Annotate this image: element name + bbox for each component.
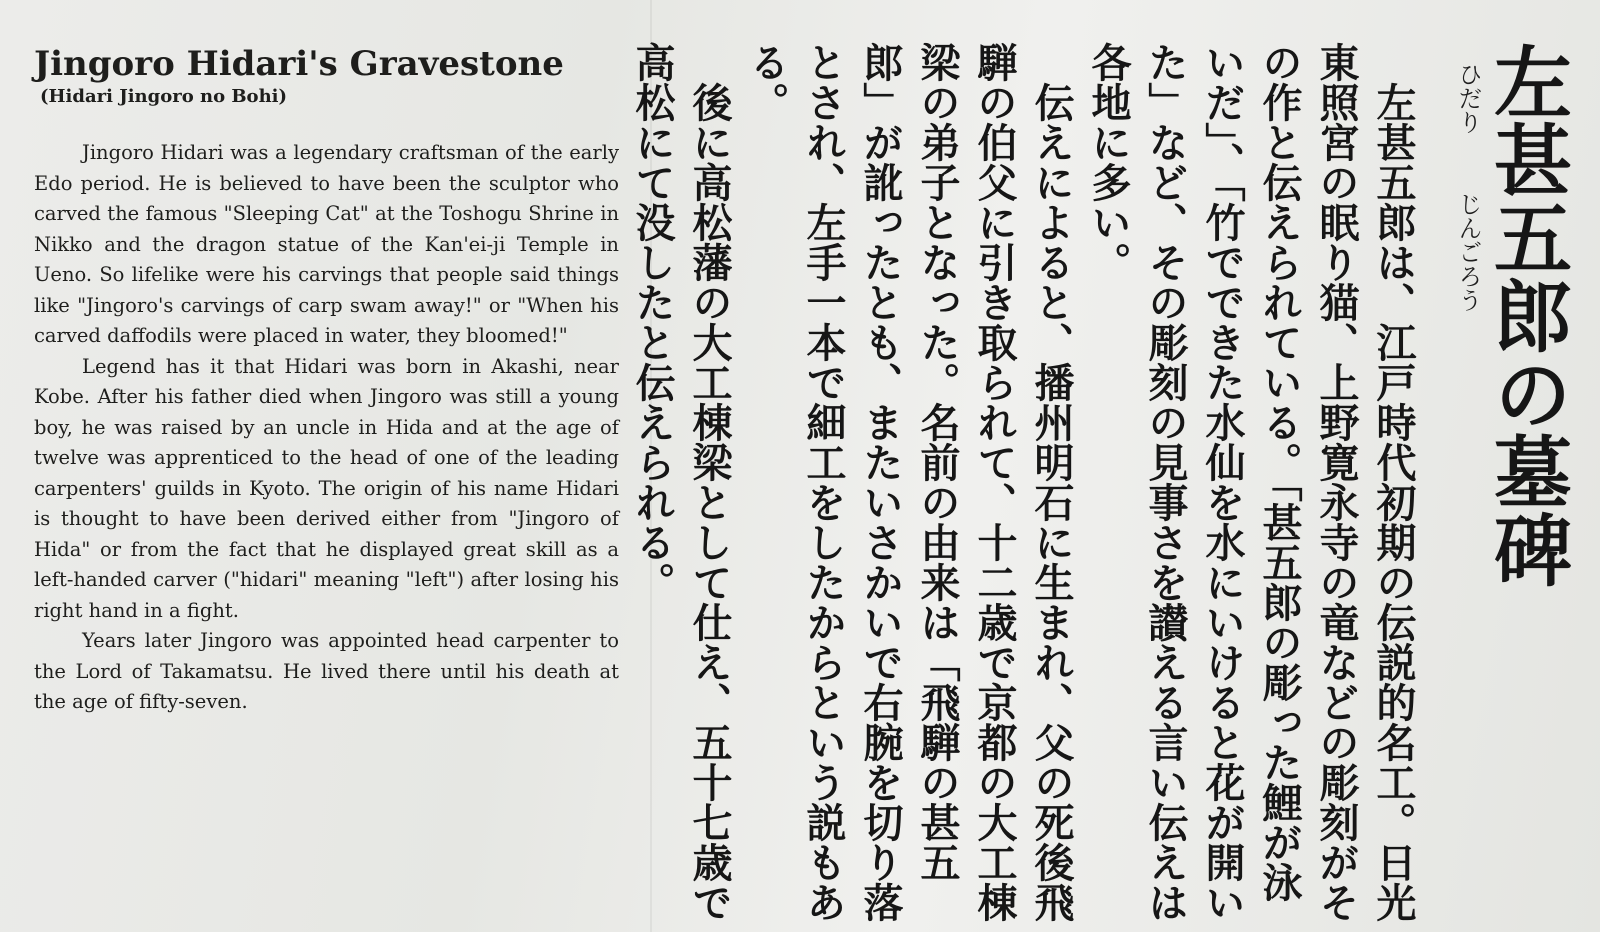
furigana-hidari: ひだり: [1454, 62, 1482, 134]
english-paragraph: Legend has it that Hidari was born in Akashi, near Kobe. After his father died when Jingoro was still a young boy, he was raised by an uncle in Hida and at the age of twelve was apprenticed to the head of one of the leading carpenters' guilds in Kyoto. The origin of his name Hidari is thought to have been derived either from "Jingoro of Hida" or from the fact that he displayed great skill as a left-handed carver ("hidari" meaning "left") after losing his right hand in a fight.: [34, 354, 619, 622]
english-body: [34, 138, 619, 718]
english-subtitle: (Hidari Jingoro no Bohi): [40, 86, 288, 107]
japanese-panel: [624, 42, 1570, 922]
japanese-title: 左甚五郎の墓碑: [1481, 42, 1572, 588]
english-panel: [34, 44, 619, 718]
english-paragraph: Years later Jingoro was appointed head carpenter to the Lord of Takamatsu. He lived there until his death at the age of fifty-seven.: [34, 629, 619, 713]
japanese-paragraph: 左甚五郎は、江戸時代初期の伝説的名工。日光東照宮の眠り猫、上野寛永寺の竜などの彫刻がその作と伝えられている。「甚五郎の彫った鯉が泳いだ」、「竹でできた水仙を水にいけると花が開いた」など、その彫刻の見事さを讃える言い伝えは各地に多い。: [1085, 42, 1417, 922]
japanese-paragraph: 後に高松藩の大工棟梁として仕え、五十七歳で高松にて没したと伝えられる。: [629, 42, 733, 922]
english-paragraph: Jingoro Hidari was a legendary craftsman of the early Edo period. He is believed to have been the sculptor who carved the famous "Sleeping Cat" at the Toshogu Shrine in Nikko and the dragon statue of the Kan'ei-ji Temple in Ueno. So lifelike were his carvings that people said things like "Jingoro's carvings of carp swam away!" or "When his carved daffodils were placed in water, they bloomed!": [34, 141, 619, 347]
japanese-title-block: [1454, 42, 1572, 922]
furigana-jingorou: じんごろう: [1454, 192, 1482, 312]
english-title: Jingoro Hidari's Gravestone: [34, 44, 564, 84]
japanese-paragraph: 伝えによると、播州明石に生まれ、父の死後飛騨の伯父に引き取られて、十二歳で京都の大工棟梁の弟子となった。名前の由来は「飛騨の甚五郎」が訛ったとも、またいさかいで右腕を切り落とされ、左手一本で細工をしたからという説もある。: [743, 42, 1075, 922]
